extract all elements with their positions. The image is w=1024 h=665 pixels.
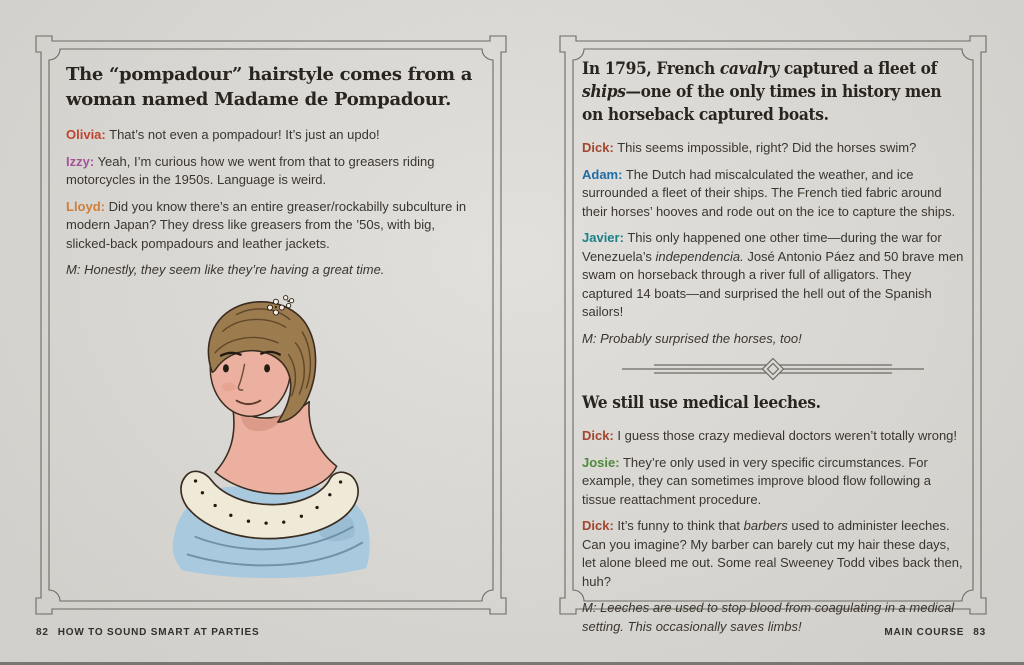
speaker-name: Dick: (582, 140, 614, 155)
dialogue-paragraph-dick (582, 517, 964, 591)
text-segment: That’s not even a pompadour! It’s just an updo! (109, 127, 380, 142)
chest-skin-shape (215, 401, 337, 493)
left-page-content (32, 32, 510, 618)
text-segment: Probably surprised the horses, too! (600, 330, 802, 346)
dialogue-paragraph-dick (582, 139, 964, 158)
text-segment: Leeches are used to stop blood from coagulating in a medical setting. This occasionally saves limbs! (582, 600, 955, 634)
right-page-heading-cavalry (582, 58, 964, 127)
section-label: MAIN COURSE (884, 627, 965, 638)
left-page (32, 32, 510, 618)
text-segment: independencia. (655, 248, 744, 264)
text-segment: The Dutch had miscalculated the weather, and ice surrounded a fleet of their ships. The French tied fabric around their horses’ hooves and rode out on the ice to capture the ships. (582, 166, 956, 219)
text-segment: woman named Madame de Pompadour. (66, 89, 452, 110)
left-page-footer (36, 627, 259, 638)
speaker-name: M: (582, 600, 597, 615)
text-segment: Yeah, I’m curious how we went from that to greasers riding motorcycles in the 1950s. Language is weird. (66, 153, 435, 187)
speaker-name: M: (582, 330, 597, 346)
heading-line (582, 58, 937, 81)
text-segment: on horseback captured boats. (582, 105, 829, 125)
speaker-name: Josie: (582, 454, 620, 470)
divider-ornament (618, 356, 928, 382)
speaker-name: Olivia: (66, 127, 106, 142)
speaker-name: M: (66, 262, 81, 277)
speaker-name: Adam: (582, 166, 623, 182)
text-segment: —one of the only times in history men (625, 82, 942, 102)
dialogue-paragraph-dick (582, 427, 964, 446)
cheek-blush (222, 382, 236, 391)
right-page-heading-leeches (582, 392, 964, 415)
text-segment: In 1795, French (582, 59, 720, 79)
text-segment: captured a fleet of (778, 59, 937, 79)
dialogue-paragraph-olivia (66, 126, 476, 145)
book-title: HOW TO SOUND SMART AT PARTIES (57, 627, 260, 638)
dialogue-paragraph-m (582, 330, 964, 349)
heading-line (66, 62, 476, 87)
text-segment: We still use medical leeches. (582, 393, 821, 413)
heading-line (66, 87, 476, 112)
speaker-name: Lloyd: (66, 198, 105, 214)
speaker-name: Javier: (582, 230, 624, 245)
speaker-name: Izzy: (66, 153, 95, 169)
speaker-name: Dick: (582, 428, 614, 443)
text-segment: It’s funny to think that (617, 518, 744, 533)
text-segment: They’re only used in very specific circumstances. For example, they can sometimes improve blood flow following a tissue reattachment procedure. (582, 454, 932, 507)
text-segment: The “pompadour” hairstyle comes from a (66, 64, 473, 85)
text-segment: This seems impossible, right? Did the horses swim? (617, 140, 917, 155)
madame-de-pompadour-portrait (158, 286, 384, 580)
section-divider (582, 356, 964, 382)
text-segment: This only happened one other time—during the war for Venezuela’s (582, 230, 942, 264)
text-segment: barbers (743, 518, 788, 533)
heading-line (582, 392, 930, 415)
dialogue-paragraph-adam (582, 166, 964, 222)
text-segment: I guess those crazy medieval doctors weren’t totally wrong! (617, 428, 958, 443)
dialogue-paragraph-josie (582, 454, 964, 510)
speaker-name: Dick: (582, 518, 614, 533)
dialogue-paragraph-m (66, 261, 476, 280)
portrait-illustration-wrap (66, 286, 476, 580)
left-page-heading (66, 62, 476, 112)
right-page-footer (884, 627, 986, 638)
page-number: 83 (973, 627, 986, 638)
dialogue-paragraph-izzy (66, 153, 476, 190)
text-segment: Did you know there’s an entire greaser/rockabilly subculture in modern Japan? They dress like greasers from the ’50s, with big, slicked-back pompadours and leather jackets. (66, 198, 467, 251)
page-number: 82 (36, 627, 49, 638)
text-segment: ships (582, 82, 626, 102)
dialogue-paragraph-javier (582, 229, 964, 322)
heading-line (582, 81, 942, 104)
text-segment: José Antonio Páez and 50 brave men swam on horseback through a river full of alligators. They captured 14 boats—and surprised the hell out of the Spanish sailors! (582, 248, 964, 319)
dialogue-paragraph-lloyd (66, 198, 476, 254)
text-segment: Honestly, they seem like they’re having a great time. (84, 262, 385, 277)
heading-line (582, 104, 930, 127)
text-segment: used to administer leeches. Can you imagine? My barber can barely cut my hair these days, let alone bleed me out. Some real Sweeney Todd vibes back then, huh? (582, 518, 963, 589)
text-segment: cavalry (719, 59, 779, 79)
